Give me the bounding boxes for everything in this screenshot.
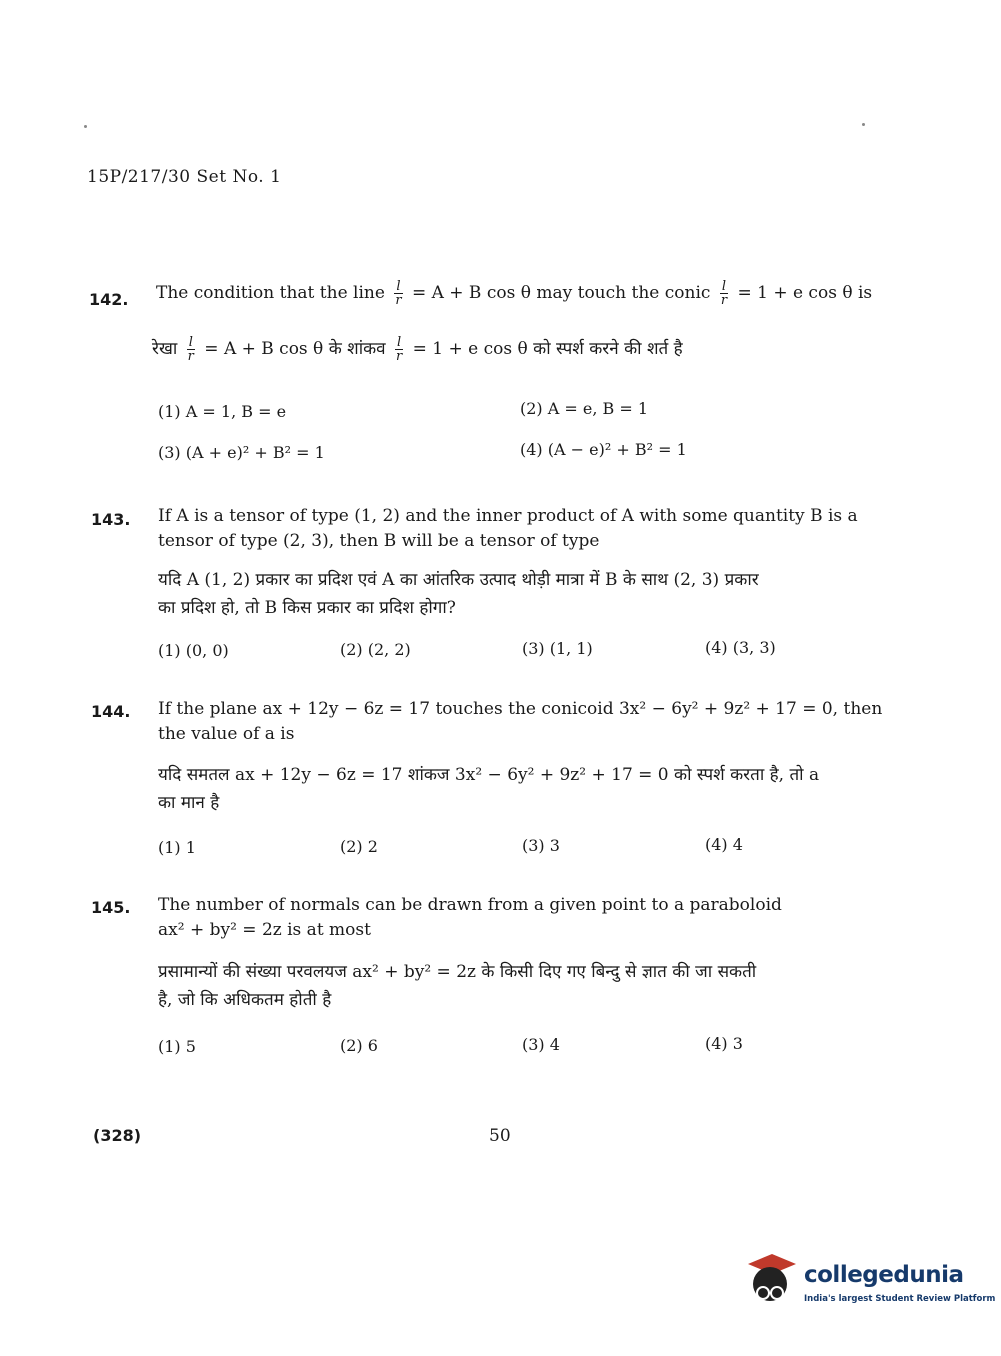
fraction-l-over-r: $\frac{l}{r}$ — [396, 335, 403, 364]
question-145-english — [158, 893, 910, 943]
q142-hi-prefix: रेखा — [152, 339, 178, 359]
q144-hi-line-1: यदि समतल ax + 12y − 6z = 17 शांकज 3x² − 6y² + 9z² + 17 = 0 को स्पर्श करता है, तो a — [158, 765, 820, 785]
q144-en-line-2: the value of a is — [158, 724, 295, 744]
question-143-english — [158, 504, 910, 554]
q145-hi-line-2: है, जो कि अधिकतम होती है — [158, 990, 332, 1010]
fraction-l-over-r: $\frac{l}{r}$ — [187, 335, 194, 364]
logo-tagline: India's largest Student Review Platform — [804, 1294, 996, 1304]
question-142-english — [156, 280, 872, 307]
question-number-144: 144. — [91, 702, 131, 721]
question-144-english — [158, 697, 910, 747]
q142-en-suffix: = 1 + e cos θ is — [737, 283, 873, 303]
question-number-145: 145. — [91, 898, 131, 917]
question-144-hindi — [158, 761, 910, 817]
scan-speck — [862, 123, 865, 126]
q142-option-1: (1) A = 1, B = e — [158, 402, 287, 421]
fraction-l-over-r: $\frac{l}{r}$ — [395, 279, 402, 308]
q143-en-line-2: tensor of type (2, 3), then B will be a tensor of type — [158, 531, 600, 551]
q142-hi-mid: = A + B cos θ के शांकव — [204, 339, 386, 359]
footer-code: (328) — [93, 1126, 142, 1145]
q145-option-4: (4) 3 — [705, 1034, 743, 1053]
q142-option-4: (4) (A − e)² + B² = 1 — [520, 440, 687, 459]
q144-option-1: (1) 1 — [158, 838, 196, 857]
q144-hi-line-2: का मान है — [158, 793, 220, 813]
q144-option-2: (2) 2 — [340, 837, 378, 856]
q145-option-3: (3) 4 — [522, 1035, 560, 1054]
q143-option-4: (4) (3, 3) — [705, 638, 776, 657]
collegedunia-logo[interactable] — [742, 1250, 996, 1310]
question-number-142: 142. — [89, 290, 129, 309]
question-143-hindi — [158, 566, 910, 622]
q145-en-line-2: ax² + by² = 2z is at most — [158, 920, 371, 940]
q143-en-line-1: If A is a tensor of type (1, 2) and the inner product of A with some quantity B is a — [158, 506, 858, 526]
q143-hi-line-2: का प्रदिश हो, तो B किस प्रकार का प्रदिश होगा? — [158, 598, 456, 618]
q142-option-2: (2) A = e, B = 1 — [520, 399, 649, 418]
question-142-hindi — [152, 335, 683, 363]
q144-option-4: (4) 4 — [705, 835, 743, 854]
q144-en-line-1: If the plane ax + 12y − 6z = 17 touches the conicoid 3x² − 6y² + 9z² + 17 = 0, then — [158, 699, 883, 719]
q143-hi-line-1: यदि A (1, 2) प्रकार का प्रदिश एवं A का आंतरिक उत्पाद थोड़ी मात्रा में B के साथ (2, 3) प्रकार — [158, 570, 759, 590]
logo-wordmark: collegedunia — [804, 1262, 964, 1288]
q142-hi-suffix: = 1 + e cos θ को स्पर्श करने की शर्त है — [412, 339, 683, 359]
question-number-143: 143. — [91, 510, 131, 529]
q142-option-3: (3) (A + e)² + B² = 1 — [158, 443, 325, 462]
q145-option-1: (1) 5 — [158, 1037, 196, 1056]
q143-option-3: (3) (1, 1) — [522, 639, 593, 658]
paper-code: 15P/217/30 Set No. 1 — [87, 167, 282, 187]
q145-option-2: (2) 6 — [340, 1036, 378, 1055]
fraction-l-over-r: $\frac{l}{r}$ — [720, 279, 728, 308]
mascot-icon — [742, 1250, 804, 1310]
q144-option-3: (3) 3 — [522, 836, 560, 855]
q143-option-1: (1) (0, 0) — [158, 641, 229, 660]
scan-speck — [84, 125, 87, 128]
q142-en-mid: = A + B cos θ may touch the conic — [411, 283, 711, 303]
q142-en-prefix: The condition that the line — [156, 283, 385, 303]
page-number: 50 — [489, 1126, 511, 1146]
question-145-hindi — [158, 958, 910, 1014]
q143-option-2: (2) (2, 2) — [340, 640, 411, 659]
q145-en-line-1: The number of normals can be drawn from a given point to a paraboloid — [158, 895, 782, 915]
q145-hi-line-1: प्रसामान्यों की संख्या परवलयज ax² + by² = 2z के किसी दिए गए बिन्दु से ज्ञात की जा सकती — [158, 962, 757, 982]
